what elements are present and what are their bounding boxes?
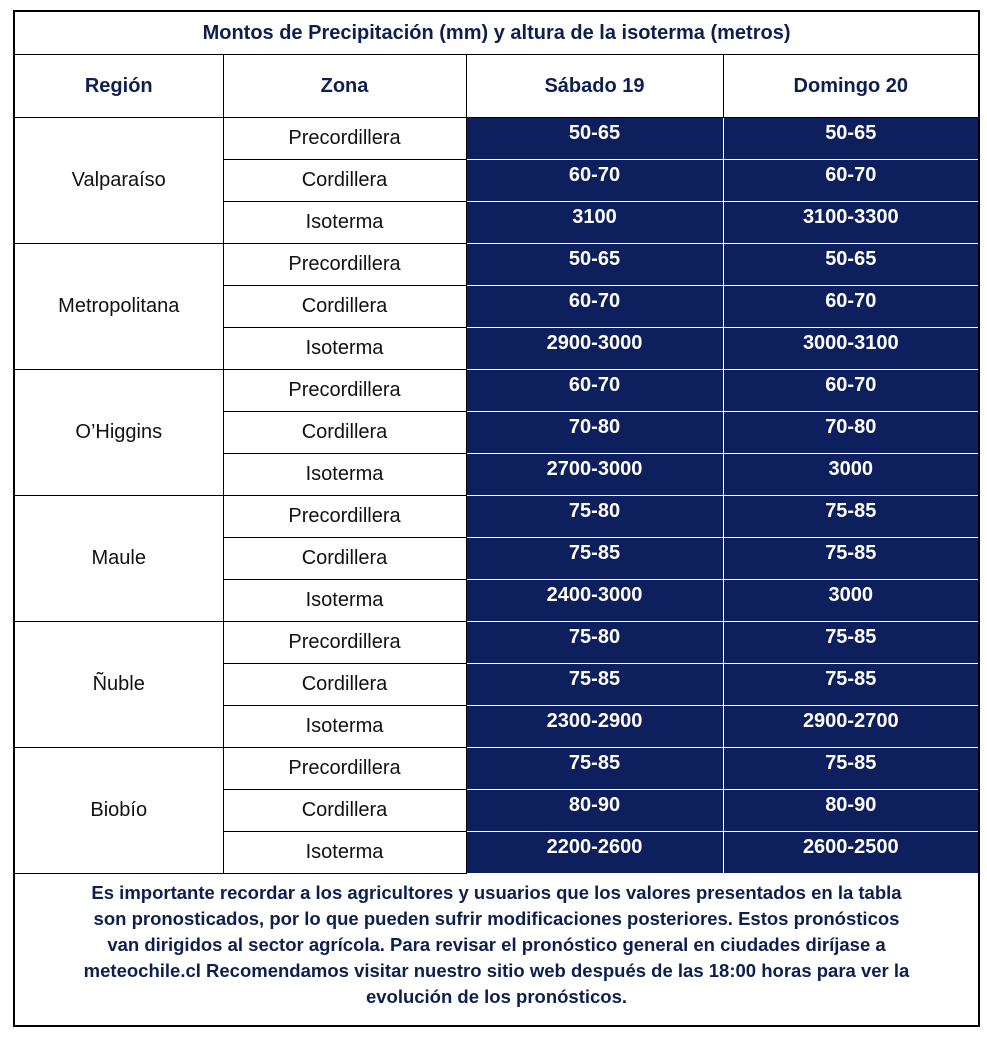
- zone-name: Cordillera: [223, 664, 466, 706]
- sunday-value: 75-85: [723, 622, 978, 664]
- sunday-value: 3000: [723, 580, 978, 622]
- forecast-table: [15, 12, 978, 874]
- header-sunday: Domingo 20: [723, 55, 978, 118]
- table-row: [15, 118, 978, 160]
- disclaimer-note: [15, 874, 978, 1010]
- note-line: meteochile.cl Recomendamos visitar nuestro sitio web después de las 18:00 horas para ver la: [83, 960, 910, 981]
- saturday-value: 50-65: [466, 118, 723, 160]
- note-line: son pronosticados, por lo que pueden sufrir modificaciones posteriores. Estos pronósticos: [93, 908, 900, 929]
- saturday-value: 75-80: [466, 496, 723, 538]
- saturday-value: 75-85: [466, 538, 723, 580]
- saturday-value: 3100: [466, 202, 723, 244]
- zone-name: Cordillera: [223, 412, 466, 454]
- saturday-value: 60-70: [466, 286, 723, 328]
- sunday-value: 70-80: [723, 412, 978, 454]
- sunday-value: 3000-3100: [723, 328, 978, 370]
- saturday-value: 2300-2900: [466, 706, 723, 748]
- table-row: [15, 622, 978, 664]
- saturday-value: 2400-3000: [466, 580, 723, 622]
- header-saturday: Sábado 19: [466, 55, 723, 118]
- sunday-value: 60-70: [723, 286, 978, 328]
- table-row: [15, 244, 978, 286]
- saturday-value: 2200-2600: [466, 832, 723, 874]
- zone-name: Isoterma: [223, 706, 466, 748]
- sunday-value: 2600-2500: [723, 832, 978, 874]
- sunday-value: 75-85: [723, 538, 978, 580]
- table-row: [15, 496, 978, 538]
- zone-name: Isoterma: [223, 202, 466, 244]
- zone-name: Cordillera: [223, 538, 466, 580]
- table-title: Montos de Precipitación (mm) y altura de la isoterma (metros): [15, 12, 978, 55]
- zone-name: Isoterma: [223, 454, 466, 496]
- sunday-value: 80-90: [723, 790, 978, 832]
- table-row: [15, 748, 978, 790]
- note-line: evolución de los pronósticos.: [365, 986, 628, 1007]
- sunday-value: 75-85: [723, 496, 978, 538]
- saturday-value: 75-85: [466, 748, 723, 790]
- note-line: van dirigidos al sector agrícola. Para revisar el pronóstico general en ciudades diríjase a: [107, 934, 886, 955]
- forecast-sheet: [13, 10, 980, 1027]
- saturday-value: 75-85: [466, 664, 723, 706]
- zone-name: Isoterma: [223, 328, 466, 370]
- saturday-value: 75-80: [466, 622, 723, 664]
- region-name: Valparaíso: [15, 118, 223, 244]
- zone-name: Precordillera: [223, 118, 466, 160]
- saturday-value: 80-90: [466, 790, 723, 832]
- zone-name: Cordillera: [223, 286, 466, 328]
- sunday-value: 3000: [723, 454, 978, 496]
- zone-name: Precordillera: [223, 748, 466, 790]
- zone-name: Precordillera: [223, 370, 466, 412]
- sunday-value: 50-65: [723, 244, 978, 286]
- saturday-value: 60-70: [466, 370, 723, 412]
- zone-name: Isoterma: [223, 832, 466, 874]
- table-row: [15, 370, 978, 412]
- table-body: [15, 118, 978, 874]
- region-name: Biobío: [15, 748, 223, 874]
- zone-name: Precordillera: [223, 244, 466, 286]
- saturday-value: 60-70: [466, 160, 723, 202]
- saturday-value: 70-80: [466, 412, 723, 454]
- region-name: Metropolitana: [15, 244, 223, 370]
- zone-name: Precordillera: [223, 496, 466, 538]
- saturday-value: 50-65: [466, 244, 723, 286]
- sunday-value: 75-85: [723, 748, 978, 790]
- sunday-value: 2900-2700: [723, 706, 978, 748]
- zone-name: Isoterma: [223, 580, 466, 622]
- sunday-value: 3100-3300: [723, 202, 978, 244]
- sunday-value: 75-85: [723, 664, 978, 706]
- note-line: Es importante recordar a los agricultores y usuarios que los valores presentados en la tabla: [91, 882, 902, 903]
- zone-name: Cordillera: [223, 790, 466, 832]
- saturday-value: 2900-3000: [466, 328, 723, 370]
- zone-name: Precordillera: [223, 622, 466, 664]
- region-name: Maule: [15, 496, 223, 622]
- sunday-value: 60-70: [723, 370, 978, 412]
- header-region: Región: [15, 55, 223, 118]
- sunday-value: 50-65: [723, 118, 978, 160]
- sunday-value: 60-70: [723, 160, 978, 202]
- header-zone: Zona: [223, 55, 466, 118]
- zone-name: Cordillera: [223, 160, 466, 202]
- region-name: Ñuble: [15, 622, 223, 748]
- saturday-value: 2700-3000: [466, 454, 723, 496]
- region-name: O’Higgins: [15, 370, 223, 496]
